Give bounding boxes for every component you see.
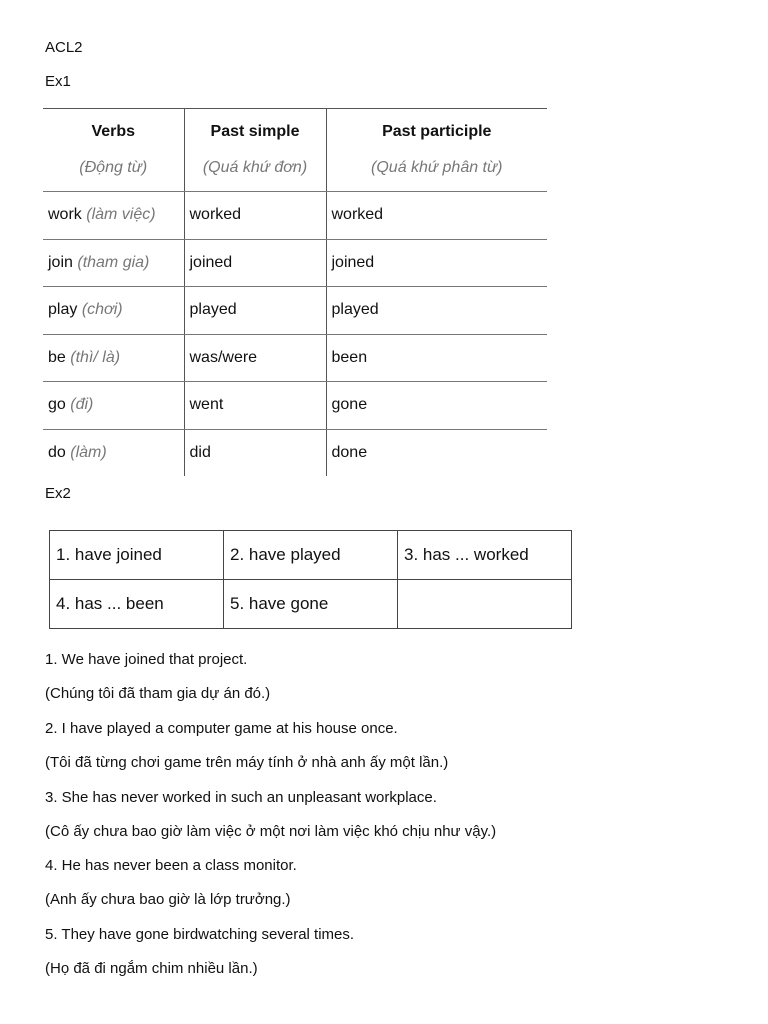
sentence-english: 4. He has never been a class monitor. [45,857,297,874]
sentence-english: 2. I have played a computer game at his house once. [45,720,398,737]
verb-forms-table [43,108,547,476]
table-row [43,429,547,476]
verb-meaning: (tham gia) [77,253,150,271]
verb-text: be [48,348,66,366]
verb-cell [43,287,184,335]
verb-cell [43,239,184,287]
sentence-translation: (Cô ấy chưa bao giờ làm việc ở một nơi làm việc khó chịu như vậy.) [45,823,497,840]
verb-text: go [48,396,66,414]
header-past-simple-translation: (Quá khứ đơn) [202,159,308,176]
past-participle-cell: been [326,334,547,382]
table-row [43,382,547,430]
header-past-simple-label: Past simple [210,123,300,140]
verb-cell [43,429,184,476]
sentence-translation: (Chúng tôi đã tham gia dự án đó.) [45,685,271,702]
header-verbs-translation: (Động từ) [79,159,148,176]
table-row [50,531,572,580]
past-simple-cell: did [184,429,326,476]
ex2-label: Ex2 [45,485,71,502]
header-past-participle-label: Past participle [382,123,492,140]
table-row [43,287,547,335]
sentence-translation: (Tôi đã từng chơi game trên máy tính ở nhà anh ấy một lần.) [45,754,449,771]
header-verbs-label: Verbs [91,123,136,140]
past-participle-cell: done [326,429,547,476]
sentence-translation: (Anh ấy chưa bao giờ là lớp trưởng.) [45,891,291,908]
verb-meaning: (thì/ là) [70,348,121,366]
table-row [43,334,547,382]
past-participle-cell: joined [326,239,547,287]
document-heading: ACL2 [45,39,83,56]
answer-cell: 4. has ... been [50,580,224,629]
past-simple-cell: went [184,382,326,430]
answer-cell: 1. have joined [50,531,224,580]
past-simple-cell: worked [184,192,326,240]
verb-meaning: (chơi) [81,301,123,319]
sentence-english: 1. We have joined that project. [45,651,248,668]
header-past-participle-translation: (Quá khứ phân từ) [371,159,503,176]
sentence-english: 3. She has never worked in such an unpleasant workplace. [45,789,437,806]
verb-cell [43,334,184,382]
header-verbs [43,109,184,192]
sentence-translation: (Họ đã đi ngắm chim nhiều lần.) [45,960,258,977]
header-past-participle [326,109,547,192]
verb-text: join [48,253,73,271]
answer-cell: 3. has ... worked [398,531,572,580]
answer-cell [398,580,572,629]
past-participle-cell: gone [326,382,547,430]
verb-text: work [48,206,82,224]
verb-text: play [48,301,78,319]
past-simple-cell: joined [184,239,326,287]
answer-cell: 2. have played [224,531,398,580]
table-header-row [43,109,547,192]
verb-meaning: (làm việc) [86,206,156,224]
header-past-simple [184,109,326,192]
past-simple-cell: was/were [184,334,326,382]
past-simple-cell: played [184,287,326,335]
table-row [43,239,547,287]
answer-cell: 5. have gone [224,580,398,629]
verb-cell [43,382,184,430]
table-row [43,192,547,240]
verb-text: do [48,443,66,461]
verb-cell [43,192,184,240]
answers-table [49,530,572,629]
verb-meaning: (làm) [70,443,107,461]
sentence-english: 5. They have gone birdwatching several times. [45,926,355,943]
verb-meaning: (đi) [70,396,94,414]
table-row [50,580,572,629]
past-participle-cell: worked [326,192,547,240]
past-participle-cell: played [326,287,547,335]
ex1-label: Ex1 [45,73,71,90]
